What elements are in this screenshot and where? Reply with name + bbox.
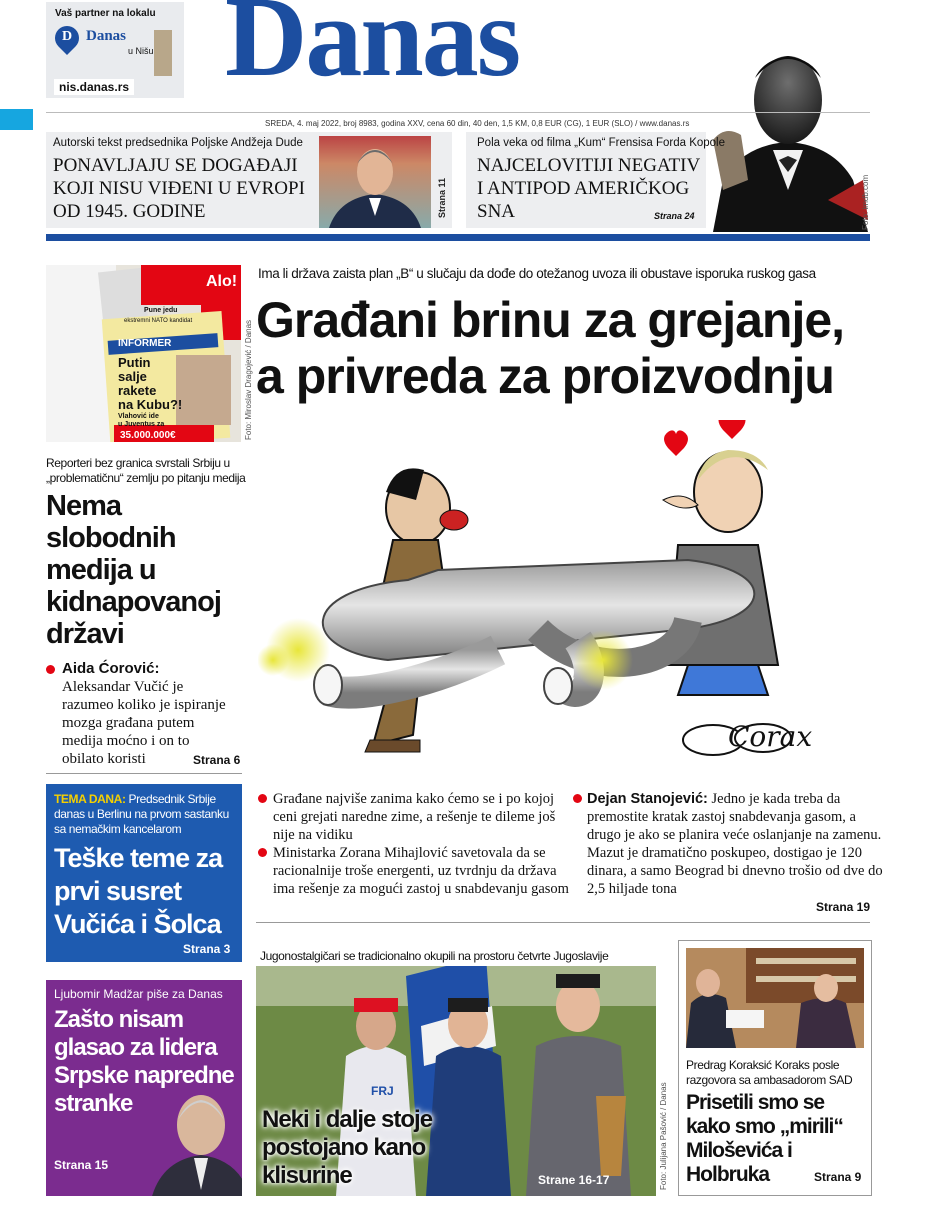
tema-headline: Teške teme za prvi susret Vučića i Šolca [54, 843, 223, 939]
quote-text: Jedno je kada treba da premostite kratak zastoj snabdevanja gasom, a drugo je ako se planira veće oslanjanje na zamenu. Mazut je dramatično poskupeo, dostigao je 120 dinara, a samo Beograd bi dnevno trošio od dve do 2,5 hiljade tona [587, 791, 883, 897]
paper-snippet-4: Putin [118, 355, 151, 370]
main-bullet-1 [258, 790, 573, 844]
duda-photo [319, 136, 431, 228]
tema-label: TEMA DANA: [54, 792, 126, 806]
teaser-left-page: Strana 11 [437, 177, 447, 218]
paper-snippet-1: Pune jedu [144, 307, 178, 314]
paper-snippet-5: salje [118, 369, 147, 384]
media-page[interactable]: Strana 6 [193, 753, 241, 767]
bullet-icon [573, 794, 582, 803]
main-quote [573, 790, 883, 898]
media-rule [46, 773, 242, 774]
madzar-portrait [146, 1080, 242, 1196]
teaser-right-headline: NAJCELOVITIJI NEGATIV I ANTIPOD AMERIČKOG SNA [477, 155, 700, 222]
yugo-headline: Neki i dalje stoje postojano kano klisurine [262, 1106, 433, 1189]
teaser-left[interactable] [46, 132, 452, 228]
issue-line: SREDA, 4. maj 2022, broj 8983, godina XXV, cena 60 din, 40 den, 1,5 KM, 0,8 EUR (CG), 1 EUR (SLO) / www.danas.rs [265, 119, 690, 128]
koraks-kicker: Predrag Koraksić Koraks posle razgovora sa ambasadorom SAD [686, 1058, 853, 1087]
main-headline[interactable]: Građani brinu za grejanje, a privreda za proizvodnju [256, 292, 845, 404]
yugo-credit: Foto: Julijana Pašović / Danas [659, 1082, 668, 1190]
duda-figure [319, 136, 431, 228]
madzar-kicker: Ljubomir Madžar piše za Danas [54, 987, 223, 1001]
tema-kicker [54, 792, 238, 837]
yugo-shirt: FRJ [371, 1084, 394, 1098]
newspapers-photo[interactable] [46, 265, 241, 442]
godfather-figure [703, 30, 873, 232]
partner-label: Vaš partner na lokalu [55, 8, 156, 19]
cartoon-signature: Corax [728, 720, 813, 753]
godfather-credit: Foto: imdb.com [861, 174, 870, 230]
teaser-right-kicker: Pola veka od filma „Kum“ Frensisa Forda Kopole [477, 137, 725, 149]
yugo-photo[interactable] [256, 946, 656, 1196]
teaser-left-headline: PONAVLJAJU SE DOGAĐAJI KOJI NISU VIĐENI U EVROPI OD 1945. GODINE [53, 155, 305, 222]
partner-pin-letter: D [62, 29, 73, 44]
top-band [46, 234, 870, 241]
yugo-page: Strane 16-17 [538, 1173, 610, 1187]
teaser-right-page: Strana 24 [654, 211, 695, 221]
paper-snippet-3: INFORMER [118, 338, 172, 349]
bullet-icon [46, 665, 55, 674]
paper-snippet-11: Alo! [206, 273, 238, 290]
madzar-box[interactable] [46, 980, 242, 1196]
media-headline[interactable]: Nema slobodnih medija u kidnapovanoj državi [46, 490, 221, 650]
paper-snippet-10: 35.000.000€ [120, 430, 176, 441]
koraks-box[interactable] [678, 940, 872, 1196]
newspapers-credit: Foto: Miroslav Dragojević / Danas [244, 319, 253, 440]
tema-page: Strana 3 [183, 942, 231, 956]
koraks-photo [686, 948, 864, 1048]
tema-box[interactable] [46, 784, 242, 962]
media-author-block [46, 660, 262, 768]
main-page[interactable]: Strana 19 [816, 900, 871, 914]
masthead-rule [46, 112, 870, 113]
media-text: Aleksandar Vučić je razumeo koliko je ispiranje mozga građana putem medija moćno i on to obilato koristi [62, 679, 226, 767]
main-bottom-rule [256, 922, 870, 923]
cartoon-drawing [258, 420, 874, 770]
main-bullet-2 [258, 844, 573, 898]
madzar-headline: Zašto nisam glasao za lidera Srpske napredne stranke [54, 1006, 234, 1117]
partner-logo: Danas [86, 28, 127, 44]
yugo-kicker: Jugonostalgičari se tradicionalno okupili na prostoru četvrte Jugoslavije [256, 946, 656, 966]
paper-snippet-2: ekstremni NATO kandidat [124, 318, 193, 324]
madzar-page: Strana 15 [54, 1158, 109, 1172]
teaser-right[interactable] [466, 132, 725, 228]
media-kicker: Reporteri bez granica svrstali Srbiju u „problematičnu“ zemlju po pitanju medija [46, 456, 246, 485]
cartoon [258, 420, 874, 770]
teaser-left-kicker: Autorski tekst predsednika Poljske Andžeja Dude [53, 137, 303, 149]
paper-snippet-7: na Kubu?! [118, 397, 183, 412]
edge-tab [0, 109, 33, 130]
media-author: Aida Ćorović: [62, 660, 160, 677]
main-kicker: Ima li država zaista plan „B“ u slučaju da dođe do otežanog uvoza ili obustave isporuka ruskog gasa [258, 266, 816, 281]
main-bullet-1-text: Građane najviše zanima kako ćemo se i po kojoj ceni grejati naredne zime, a rešenje te dileme još nije na vidiku [273, 791, 556, 843]
partner-logo-sub: u Nišu [128, 46, 154, 56]
partner-url[interactable]: nis.danas.rs [54, 79, 134, 95]
tower-graphic [154, 30, 172, 76]
paper-snippet-9: u Juventus za [118, 421, 165, 428]
quote-author: Dejan Stanojević: [587, 791, 708, 807]
paper-snippet-8: Vlahović ide [118, 413, 159, 420]
bullet-icon [258, 794, 267, 803]
koraks-page: Strana 9 [814, 1170, 862, 1184]
masthead-logo[interactable]: Danas [225, 0, 520, 100]
godfather-photo [703, 30, 873, 232]
bullet-icon [258, 848, 267, 857]
paper-snippet-6: rakete [118, 383, 157, 398]
main-bullet-2-text: Ministarka Zorana Mihajlović savetovala da se racionalnije troše energenti, uz tvrdnju da država ima rešenje za mogući zastoj u snabdevanju gasom [273, 845, 569, 897]
partner-box[interactable] [46, 2, 184, 98]
koraks-headline: Prisetili smo se kako smo „mirili“ Miloševića i Holbruka [686, 1091, 843, 1186]
tema-kicker-text: Predsednik Srbije danas u Berlinu na prvom sastanku sa nemačkim kancelarom [54, 792, 229, 836]
